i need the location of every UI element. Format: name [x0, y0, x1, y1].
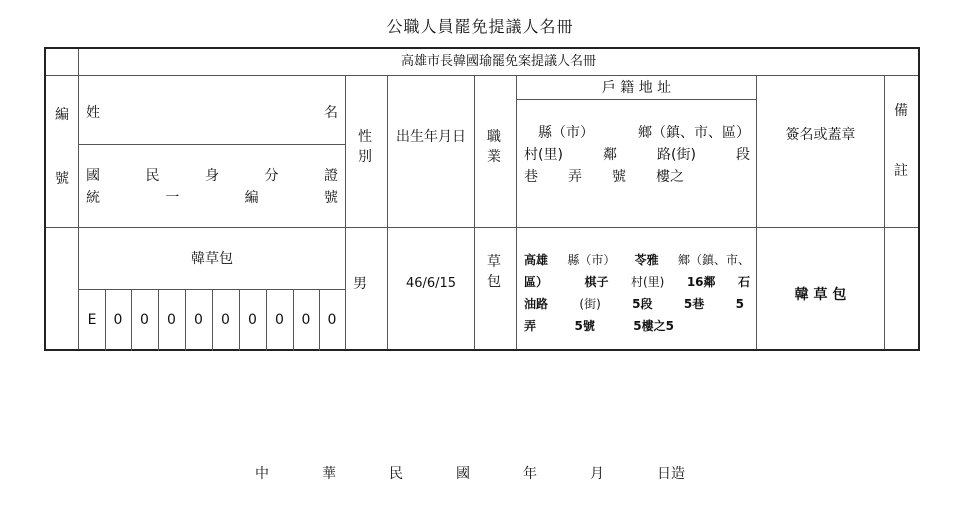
footer-word: 華	[322, 466, 336, 482]
footer-word: 日造	[657, 466, 685, 482]
name-column-divider	[345, 75, 346, 349]
serial-header-2: 號	[55, 171, 69, 187]
id-digit: 0	[301, 312, 311, 328]
address-header-line2: 村(里) 鄰 路(街) 段	[524, 147, 750, 163]
address-header-line1: 縣（市） 鄉（鎮、市、區）	[538, 125, 750, 141]
footer-word: 年	[523, 466, 537, 482]
id-digit: 0	[275, 312, 284, 328]
id-digit: E	[87, 312, 97, 328]
form-title: 高雄市長韓國瑜罷免案提議人名冊	[400, 54, 596, 69]
footer-word: 民	[389, 466, 403, 482]
record-occupation: 草 包	[487, 254, 501, 290]
id-digit: 0	[327, 312, 337, 328]
record-signature: 韓 草 包	[794, 287, 847, 303]
gender-header: 性 別	[358, 129, 372, 165]
record-gender: 男	[353, 276, 367, 292]
record-row-divider	[46, 227, 918, 228]
footer-word: 月	[590, 466, 604, 482]
gender-column-divider	[387, 75, 388, 349]
birth-header: 出生年月日	[396, 129, 466, 145]
address-header: 戶 籍 地 址	[601, 80, 672, 96]
id-header-line2: 統 一 編 號	[86, 190, 338, 206]
record-name: 韓草包	[191, 251, 233, 267]
id-digit-divider	[105, 289, 106, 351]
birth-column-divider	[474, 75, 475, 349]
id-digit-divider	[185, 289, 186, 351]
name-header: 姓 名	[86, 105, 338, 121]
record-address-line1: 高雄 縣（市） 苓雅 鄉（鎮、市、	[524, 253, 750, 267]
address-column-divider	[756, 75, 757, 349]
id-digit: 0	[248, 312, 257, 328]
petition-form-table	[44, 47, 920, 351]
page-title: 公職人員罷免提議人名冊	[386, 17, 574, 36]
id-digit-divider	[131, 289, 132, 351]
id-digit-divider	[319, 289, 320, 351]
record-address-line3: 油路 (街) 5段 5巷 5	[524, 297, 744, 311]
id-header-line1: 國 民 身 分 證	[86, 168, 338, 184]
occupation-column-divider	[516, 75, 517, 349]
record-birth: 46/6/15	[405, 276, 457, 291]
id-digit-divider	[212, 289, 213, 351]
id-digit: 0	[113, 312, 123, 328]
record-address-line2: 區） 棋子 村(里) 16鄰 石	[524, 275, 750, 289]
header-row-divider	[46, 75, 918, 76]
remarks-header: 備 註	[894, 103, 908, 179]
occupation-header: 職 業	[487, 129, 501, 165]
id-digit-divider	[266, 289, 267, 351]
id-digit-divider	[293, 289, 294, 351]
footer-word: 中	[255, 466, 269, 482]
signature-column-divider	[884, 75, 885, 349]
record-address-line4: 弄 5號 5樓之5	[524, 319, 674, 333]
record-id-number	[79, 289, 345, 351]
serial-header-1: 編	[55, 107, 69, 123]
date-footer	[255, 463, 685, 483]
id-digit: 0	[221, 312, 230, 328]
id-digit: 0	[167, 312, 176, 328]
footer-word: 國	[456, 466, 470, 482]
signature-header: 簽名或蓋章	[785, 127, 856, 143]
name-id-divider	[79, 144, 345, 145]
id-digit-divider	[158, 289, 159, 351]
id-digit: 0	[194, 312, 203, 328]
address-header-line3: 巷 弄 號 樓之	[524, 169, 684, 185]
id-digit: 0	[140, 312, 149, 328]
address-header-divider	[516, 99, 757, 100]
id-digit-divider	[239, 289, 240, 351]
